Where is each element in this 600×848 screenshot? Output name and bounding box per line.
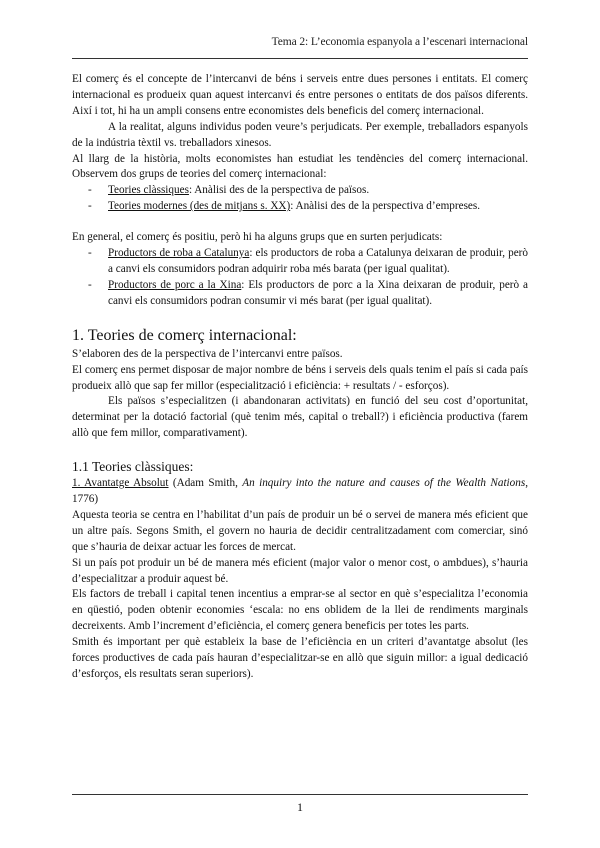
absolute-advantage-heading	[72, 476, 528, 508]
intro-paragraph-2: A la realitat, alguns individus poden veure’s perjudicats. Per exemple, treballadors espanyols de la indústria tèxtil vs. treballadors xinesos.	[72, 120, 528, 149]
list-item	[72, 199, 528, 215]
header-title: Tema 2: L’economia espanyola a l’escenari internacional	[271, 36, 528, 48]
citation-open: (Adam Smith,	[168, 477, 243, 490]
intro-paragraph-3: Al llarg de la història, molts economistes han estudiat les tendències del comerç internacional. Observem dos grups de teories del comerç internacional:	[72, 152, 528, 181]
list-item-term: Teories clàssiques	[108, 184, 189, 197]
dash-bullet: -	[88, 247, 92, 260]
dash-bullet: -	[88, 200, 92, 213]
theory-groups-list	[72, 183, 528, 215]
list-item-term: Teories modernes (des de mitjans s. XX)	[108, 200, 291, 213]
list-item-term: Productors de roba a Catalunya	[108, 247, 250, 260]
document-body	[72, 72, 528, 683]
list-item-text: : els productors de roba a Catalunya deixaran de produir, però a canvi els consumidors podran adquirir roba més barata (per igual qualitat).	[108, 247, 528, 275]
citation-close: , 1776)	[72, 477, 529, 506]
header-rule	[72, 58, 528, 59]
section-1-1-heading: 1.1 Teories clàssiques:	[72, 459, 194, 475]
list-item	[72, 278, 528, 310]
footer-rule	[72, 794, 528, 795]
list-item	[72, 246, 528, 278]
section-1-paragraph-1: S’elaboren des de la perspectiva de l’intercanvi entre països.	[72, 347, 343, 360]
list-item-term: Productors de porc a la Xina	[108, 278, 242, 291]
section-1-heading: 1. Teories de comerç internacional:	[72, 326, 297, 344]
list-item-text: : Anàlisi des de la perspectiva de països.	[188, 184, 370, 197]
list-item-text: : Els productors de porc a la Xina deixaran de produir, però a canvi els consumidors podran consumir vi més barat (per igual qualitat).	[108, 278, 528, 307]
page-number: 1	[297, 800, 303, 814]
list-item	[72, 183, 528, 199]
section-1-1-paragraph-2: Si un país pot produir un bé de manera més eficient (major valor o menor cost, o ambdues), s’hauria d’especialitzar a produir aquest bé.	[72, 556, 528, 585]
dash-bullet: -	[88, 184, 92, 197]
affected-groups-list	[72, 246, 528, 310]
book-title: An inquiry into the nature and causes of the Wealth Nations	[242, 477, 526, 490]
list-item-text: : Anàlisi des de la perspectiva d’empreses.	[290, 200, 481, 213]
absolute-advantage-term: 1. Avantatge Absolut	[72, 477, 169, 490]
section-1-1-paragraph-4: Smith és important per què estableix la base de l’eficiència en un criteri d’avantatge absolut (les forces productives de cada país hauran d’especialitzar-se en allò que siguin millor: a igual dedicació d’esforços, els resultats seran superiors).	[72, 636, 528, 680]
intro-paragraph-1: El comerç és el concepte de l’intercanvi de béns i serveis entre dues persones i entitats. El comerç internacional es produeix quan aquest intercanvi és entre persones o entitats de dos països diferents. Així i tot, hi ha un ampli consens entre economistes dels beneficis del comerç internacional.	[72, 73, 528, 117]
section-1-1-paragraph-1: Aquesta teoria se centra en l’habilitat d’un país de produir un bé o servei de manera més eficient que un altre país. Segons Smith, el govern no hauria de decidir centralitzadament com comerciar, sinó que s’hauria de deixar actuar les forces de mercat.	[72, 508, 528, 553]
dash-bullet: -	[88, 278, 92, 291]
intro-paragraph-4: En general, el comerç és positiu, però hi ha alguns grups que en surten perjudicats:	[72, 231, 443, 244]
section-1-paragraph-3: Els països s’especialitzen (i abandonaran activitats) en funció del seu cost d’oportunitat, determinat per la dotació factorial (què tenim més, capital o treball?) i eficiència productiva (farem allò que fem millor, comparativament).	[72, 395, 528, 440]
section-1-paragraph-2: El comerç ens permet disposar de major nombre de béns i serveis dels quals tenim el país si cada país produeix allò que sap fer millor (especialització i eficiència: + resultats / - esforços).	[72, 363, 528, 392]
section-1-1-paragraph-3: Els factors de treball i capital tenen incentius a emprar-se al sector en què s’especialitza l’economia en qüestió, poden obtenir economies ‘escala: no ens oblidem de la llei de rendiments marginals decreixents. Amb l’increment d’eficiència, el comerç genera beneficis per totes les parts.	[72, 588, 528, 633]
